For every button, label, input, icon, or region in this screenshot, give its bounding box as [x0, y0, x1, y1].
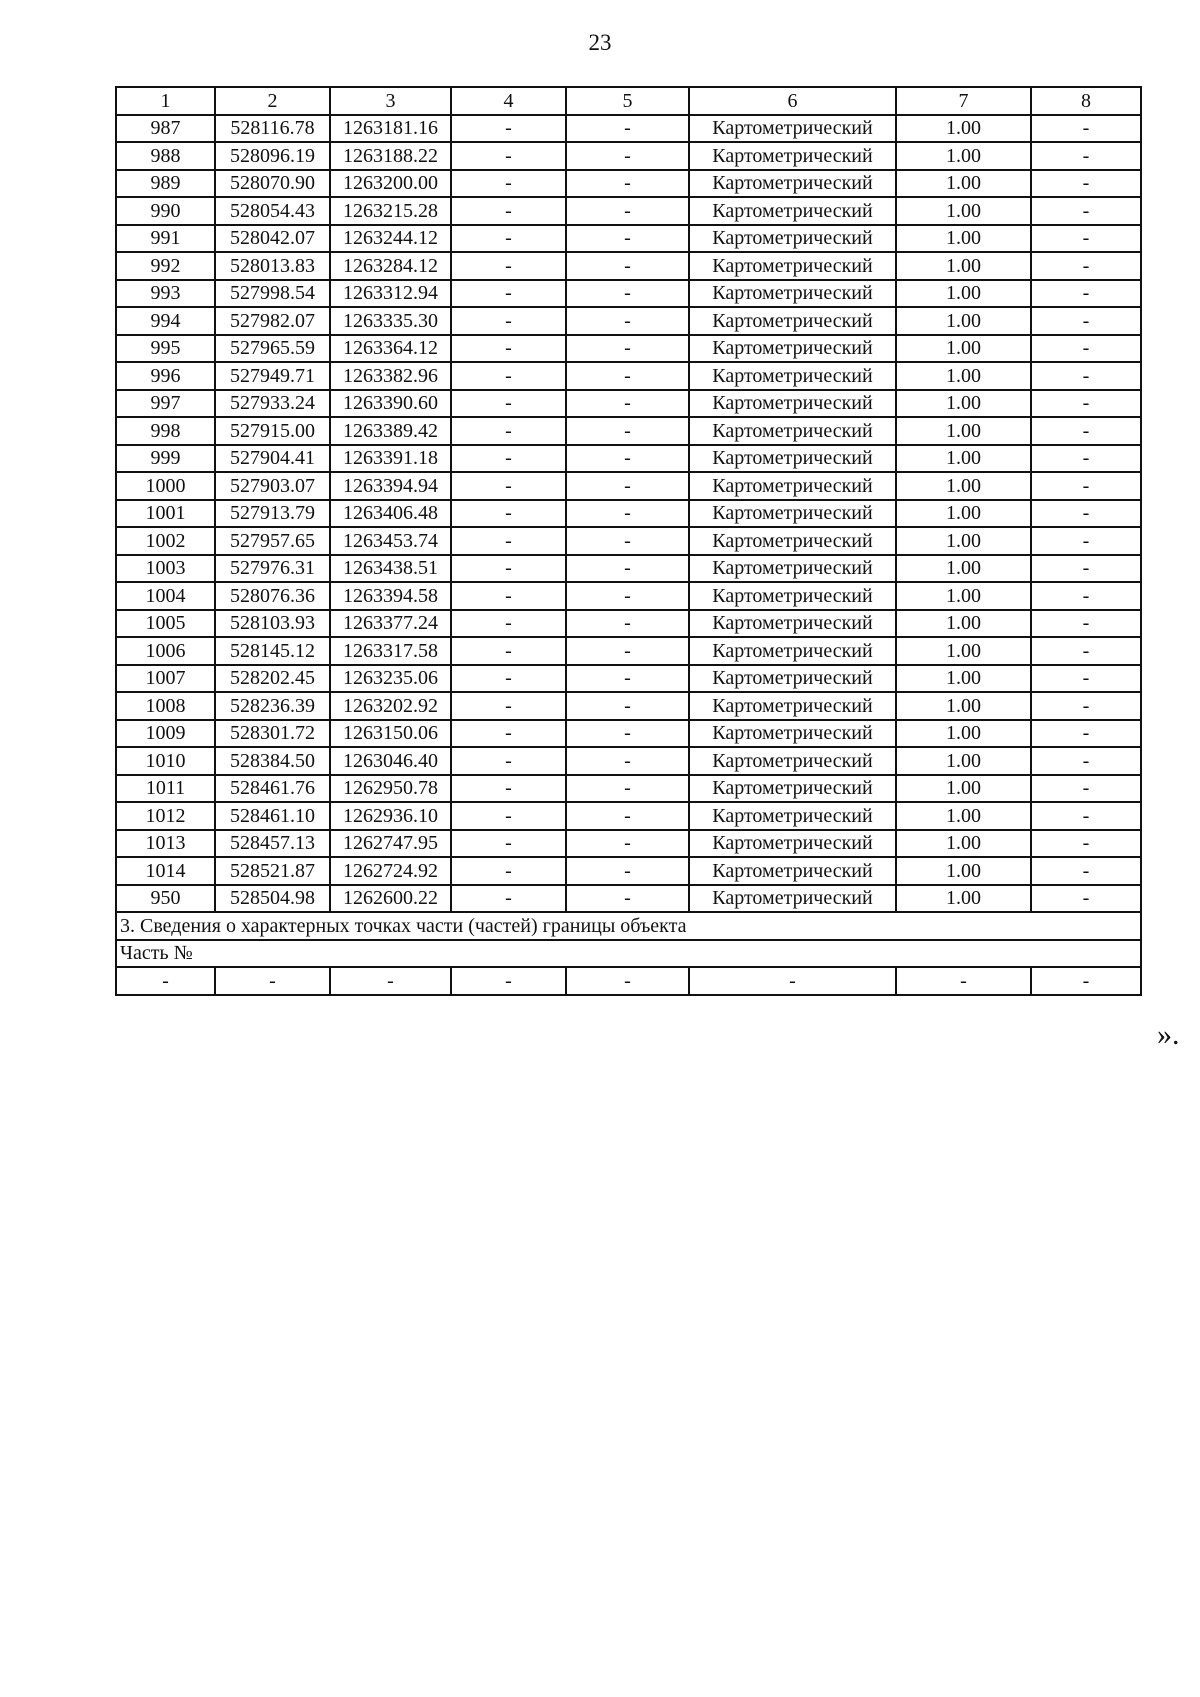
- table-cell-col-3: 1263364.12: [330, 335, 451, 363]
- part-data-row: [116, 967, 1141, 995]
- table-cell-col-6: Картометрический: [689, 775, 896, 803]
- table-cell-col-2: 528013.83: [215, 252, 330, 280]
- table-cell-col-4: -: [451, 335, 566, 363]
- table-cell-col-7: 1.00: [896, 500, 1031, 528]
- part-cell-col-1: -: [116, 967, 215, 995]
- table-row: [116, 802, 1141, 830]
- table-cell-col-3: 1263406.48: [330, 500, 451, 528]
- table-cell-col-3: 1263312.94: [330, 280, 451, 308]
- section-title-row-cell: 3. Сведения о характерных точках части (частей) границы объекта: [116, 912, 1141, 940]
- table-cell-col-1: 995: [116, 335, 215, 363]
- table-cell-col-7: 1.00: [896, 280, 1031, 308]
- section-title-row: [116, 912, 1141, 940]
- table-cell-col-3: 1263335.30: [330, 307, 451, 335]
- table-cell-col-8: -: [1031, 555, 1141, 583]
- header-cell-col-8: 8: [1031, 87, 1141, 115]
- table-cell-col-7: 1.00: [896, 885, 1031, 913]
- table-cell-col-6: Картометрический: [689, 527, 896, 555]
- table-cell-col-6: Картометрический: [689, 582, 896, 610]
- table-cell-col-5: -: [566, 857, 689, 885]
- table-cell-col-2: 528076.36: [215, 582, 330, 610]
- table-cell-col-7: 1.00: [896, 692, 1031, 720]
- table-cell-col-7: 1.00: [896, 417, 1031, 445]
- table-cell-col-6: Картометрический: [689, 170, 896, 198]
- table-cell-col-5: -: [566, 610, 689, 638]
- table-cell-col-3: 1262950.78: [330, 775, 451, 803]
- table-row: [116, 362, 1141, 390]
- table-cell-col-2: 528070.90: [215, 170, 330, 198]
- table-cell-col-6: Картометрический: [689, 802, 896, 830]
- table-cell-col-7: 1.00: [896, 252, 1031, 280]
- table-cell-col-4: -: [451, 417, 566, 445]
- table-cell-col-6: Картометрический: [689, 362, 896, 390]
- table-cell-col-6: Картометрический: [689, 280, 896, 308]
- table-row: [116, 857, 1141, 885]
- table-row: [116, 307, 1141, 335]
- table-cell-col-5: -: [566, 225, 689, 253]
- table-cell-col-6: Картометрический: [689, 555, 896, 583]
- table-row: [116, 720, 1141, 748]
- table-cell-col-7: 1.00: [896, 555, 1031, 583]
- table-cell-col-2: 527915.00: [215, 417, 330, 445]
- table-cell-col-7: 1.00: [896, 115, 1031, 143]
- table-cell-col-4: -: [451, 857, 566, 885]
- table-cell-col-8: -: [1031, 665, 1141, 693]
- table-cell-col-6: Картометрический: [689, 610, 896, 638]
- table-cell-col-2: 527904.41: [215, 445, 330, 473]
- table-cell-col-8: -: [1031, 802, 1141, 830]
- table-row: [116, 555, 1141, 583]
- table-cell-col-2: 528054.43: [215, 197, 330, 225]
- table-cell-col-3: 1263390.60: [330, 390, 451, 418]
- table-cell-col-6: Картометрический: [689, 747, 896, 775]
- header-cell-col-5: 5: [566, 87, 689, 115]
- table-cell-col-1: 996: [116, 362, 215, 390]
- table-cell-col-8: -: [1031, 857, 1141, 885]
- table-cell-col-8: -: [1031, 500, 1141, 528]
- table-cell-col-8: -: [1031, 472, 1141, 500]
- table-cell-col-3: 1263244.12: [330, 225, 451, 253]
- header-cell-col-7: 7: [896, 87, 1031, 115]
- table-cell-col-4: -: [451, 197, 566, 225]
- table-cell-col-3: 1263382.96: [330, 362, 451, 390]
- table-cell-col-3: 1263453.74: [330, 527, 451, 555]
- table-cell-col-6: Картометрический: [689, 417, 896, 445]
- table-cell-col-7: 1.00: [896, 610, 1031, 638]
- table-cell-col-7: 1.00: [896, 362, 1031, 390]
- table-cell-col-3: 1263181.16: [330, 115, 451, 143]
- table-cell-col-8: -: [1031, 582, 1141, 610]
- table-cell-col-7: 1.00: [896, 142, 1031, 170]
- table-cell-col-7: 1.00: [896, 802, 1031, 830]
- table-cell-col-1: 989: [116, 170, 215, 198]
- table-cell-col-5: -: [566, 830, 689, 858]
- table-cell-col-7: 1.00: [896, 857, 1031, 885]
- table-cell-col-6: Картометрический: [689, 720, 896, 748]
- table-cell-col-4: -: [451, 527, 566, 555]
- table-cell-col-8: -: [1031, 390, 1141, 418]
- table-cell-col-2: 528301.72: [215, 720, 330, 748]
- table-cell-col-8: -: [1031, 142, 1141, 170]
- table-cell-col-2: 528103.93: [215, 610, 330, 638]
- table-cell-col-5: -: [566, 445, 689, 473]
- table-cell-col-4: -: [451, 555, 566, 583]
- table-cell-col-8: -: [1031, 527, 1141, 555]
- table-cell-col-8: -: [1031, 445, 1141, 473]
- table-cell-col-7: 1.00: [896, 747, 1031, 775]
- table-cell-col-1: 991: [116, 225, 215, 253]
- table-cell-col-2: 527903.07: [215, 472, 330, 500]
- table-cell-col-2: 528116.78: [215, 115, 330, 143]
- table-cell-col-2: 528096.19: [215, 142, 330, 170]
- table-cell-col-2: 527913.79: [215, 500, 330, 528]
- table-cell-col-2: 527965.59: [215, 335, 330, 363]
- table-row: [116, 252, 1141, 280]
- table-cell-col-5: -: [566, 720, 689, 748]
- table-row: [116, 280, 1141, 308]
- part-label-row-cell: Часть №: [116, 940, 1141, 968]
- table-cell-col-5: -: [566, 280, 689, 308]
- table-cell-col-5: -: [566, 775, 689, 803]
- table-cell-col-6: Картометрический: [689, 307, 896, 335]
- part-cell-col-4: -: [451, 967, 566, 995]
- table-cell-col-1: 1006: [116, 637, 215, 665]
- table-cell-col-4: -: [451, 142, 566, 170]
- table-cell-col-4: -: [451, 115, 566, 143]
- table-row: [116, 500, 1141, 528]
- table-cell-col-5: -: [566, 115, 689, 143]
- table-cell-col-1: 992: [116, 252, 215, 280]
- table-cell-col-6: Картометрический: [689, 252, 896, 280]
- part-cell-col-3: -: [330, 967, 451, 995]
- table-row: [116, 197, 1141, 225]
- table-cell-col-5: -: [566, 555, 689, 583]
- table-cell-col-4: -: [451, 802, 566, 830]
- table-cell-col-5: -: [566, 170, 689, 198]
- header-cell-col-6: 6: [689, 87, 896, 115]
- table-cell-col-7: 1.00: [896, 197, 1031, 225]
- header-cell-col-3: 3: [330, 87, 451, 115]
- table-cell-col-4: -: [451, 170, 566, 198]
- header-cell-col-4: 4: [451, 87, 566, 115]
- table-cell-col-4: -: [451, 472, 566, 500]
- table-cell-col-4: -: [451, 582, 566, 610]
- table-cell-col-8: -: [1031, 830, 1141, 858]
- table-cell-col-2: 527998.54: [215, 280, 330, 308]
- table-cell-col-4: -: [451, 747, 566, 775]
- table-cell-col-5: -: [566, 390, 689, 418]
- table-cell-col-2: 527982.07: [215, 307, 330, 335]
- table-cell-col-4: -: [451, 720, 566, 748]
- closing-quote: ».: [1157, 1018, 1180, 1051]
- table-cell-col-1: 1003: [116, 555, 215, 583]
- table-cell-col-2: 528461.76: [215, 775, 330, 803]
- table-cell-col-3: 1262936.10: [330, 802, 451, 830]
- table-cell-col-8: -: [1031, 637, 1141, 665]
- table-cell-col-7: 1.00: [896, 307, 1031, 335]
- table-cell-col-5: -: [566, 802, 689, 830]
- table-cell-col-1: 999: [116, 445, 215, 473]
- table-cell-col-4: -: [451, 775, 566, 803]
- table-cell-col-1: 994: [116, 307, 215, 335]
- table-row: [116, 472, 1141, 500]
- table-cell-col-5: -: [566, 665, 689, 693]
- table-row: [116, 417, 1141, 445]
- table-cell-col-1: 1010: [116, 747, 215, 775]
- table-cell-col-2: 528521.87: [215, 857, 330, 885]
- table-cell-col-6: Картометрический: [689, 885, 896, 913]
- table-cell-col-7: 1.00: [896, 665, 1031, 693]
- table-cell-col-1: 1011: [116, 775, 215, 803]
- part-cell-col-7: -: [896, 967, 1031, 995]
- table-cell-col-3: 1263202.92: [330, 692, 451, 720]
- table-cell-col-8: -: [1031, 115, 1141, 143]
- table-cell-col-6: Картометрический: [689, 637, 896, 665]
- table-cell-col-3: 1263394.94: [330, 472, 451, 500]
- table-cell-col-8: -: [1031, 720, 1141, 748]
- table-cell-col-3: 1263377.24: [330, 610, 451, 638]
- table-cell-col-2: 528384.50: [215, 747, 330, 775]
- table-row: [116, 692, 1141, 720]
- table-cell-col-2: 528461.10: [215, 802, 330, 830]
- table-cell-col-8: -: [1031, 197, 1141, 225]
- table-cell-col-5: -: [566, 362, 689, 390]
- table-cell-col-4: -: [451, 252, 566, 280]
- table-cell-col-5: -: [566, 885, 689, 913]
- table-row: [116, 225, 1141, 253]
- table-cell-col-3: 1263394.58: [330, 582, 451, 610]
- table-cell-col-2: 528457.13: [215, 830, 330, 858]
- table-cell-col-5: -: [566, 500, 689, 528]
- table-cell-col-7: 1.00: [896, 445, 1031, 473]
- table-cell-col-7: 1.00: [896, 720, 1031, 748]
- table-cell-col-5: -: [566, 197, 689, 225]
- table-cell-col-1: 988: [116, 142, 215, 170]
- table-cell-col-8: -: [1031, 885, 1141, 913]
- table-cell-col-6: Картометрический: [689, 830, 896, 858]
- table-cell-col-7: 1.00: [896, 390, 1031, 418]
- table-cell-col-1: 1012: [116, 802, 215, 830]
- table-row: [116, 747, 1141, 775]
- table-cell-col-1: 1008: [116, 692, 215, 720]
- table-cell-col-6: Картометрический: [689, 335, 896, 363]
- table-cell-col-7: 1.00: [896, 170, 1031, 198]
- table-cell-col-6: Картометрический: [689, 692, 896, 720]
- table-cell-col-6: Картометрический: [689, 472, 896, 500]
- table-cell-col-4: -: [451, 692, 566, 720]
- table-cell-col-8: -: [1031, 225, 1141, 253]
- page-number: 23: [588, 30, 612, 55]
- part-cell-col-2: -: [215, 967, 330, 995]
- table-cell-col-3: 1263284.12: [330, 252, 451, 280]
- table-cell-col-1: 1007: [116, 665, 215, 693]
- table-cell-col-1: 987: [116, 115, 215, 143]
- table-cell-col-4: -: [451, 637, 566, 665]
- table-cell-col-2: 527949.71: [215, 362, 330, 390]
- header-cell-col-1: 1: [116, 87, 215, 115]
- table-cell-col-1: 990: [116, 197, 215, 225]
- table-cell-col-7: 1.00: [896, 225, 1031, 253]
- table-cell-col-7: 1.00: [896, 830, 1031, 858]
- table-cell-col-7: 1.00: [896, 335, 1031, 363]
- table-cell-col-3: 1263215.28: [330, 197, 451, 225]
- table-row: [116, 610, 1141, 638]
- table-cell-col-1: 997: [116, 390, 215, 418]
- table-cell-col-3: 1263046.40: [330, 747, 451, 775]
- table-cell-col-4: -: [451, 280, 566, 308]
- table-cell-col-1: 1001: [116, 500, 215, 528]
- table-cell-col-7: 1.00: [896, 637, 1031, 665]
- table-cell-col-4: -: [451, 610, 566, 638]
- table-cell-col-8: -: [1031, 775, 1141, 803]
- table-cell-col-3: 1263391.18: [330, 445, 451, 473]
- table-cell-col-2: 527957.65: [215, 527, 330, 555]
- part-label-row: [116, 940, 1141, 968]
- table-cell-col-8: -: [1031, 692, 1141, 720]
- table-cell-col-5: -: [566, 527, 689, 555]
- table-cell-col-4: -: [451, 500, 566, 528]
- table-cell-col-2: 528202.45: [215, 665, 330, 693]
- table-cell-col-1: 950: [116, 885, 215, 913]
- table-cell-col-3: 1263235.06: [330, 665, 451, 693]
- table-cell-col-8: -: [1031, 417, 1141, 445]
- table-cell-col-3: 1263438.51: [330, 555, 451, 583]
- table-cell-col-7: 1.00: [896, 775, 1031, 803]
- table-cell-col-8: -: [1031, 280, 1141, 308]
- table-cell-col-7: 1.00: [896, 527, 1031, 555]
- table-cell-col-1: 1014: [116, 857, 215, 885]
- table-row: [116, 527, 1141, 555]
- table-cell-col-3: 1263150.06: [330, 720, 451, 748]
- table-cell-col-1: 998: [116, 417, 215, 445]
- table-row: [116, 115, 1141, 143]
- table-cell-col-4: -: [451, 225, 566, 253]
- boundary-points-table: [115, 86, 1142, 996]
- table-cell-col-1: 1000: [116, 472, 215, 500]
- table-row: [116, 445, 1141, 473]
- table-cell-col-6: Картометрический: [689, 142, 896, 170]
- table-cell-col-3: 1263389.42: [330, 417, 451, 445]
- table-cell-col-8: -: [1031, 335, 1141, 363]
- table-cell-col-5: -: [566, 472, 689, 500]
- table-cell-col-6: Картометрический: [689, 500, 896, 528]
- table-cell-col-2: 528504.98: [215, 885, 330, 913]
- table-row: [116, 582, 1141, 610]
- table-cell-col-3: 1263200.00: [330, 170, 451, 198]
- table-cell-col-5: -: [566, 692, 689, 720]
- table-cell-col-5: -: [566, 142, 689, 170]
- table-row: [116, 665, 1141, 693]
- table-row: [116, 142, 1141, 170]
- table-cell-col-8: -: [1031, 362, 1141, 390]
- table-cell-col-3: 1262747.95: [330, 830, 451, 858]
- table-cell-col-4: -: [451, 445, 566, 473]
- part-cell-col-5: -: [566, 967, 689, 995]
- table-cell-col-2: 527976.31: [215, 555, 330, 583]
- table-cell-col-6: Картометрический: [689, 857, 896, 885]
- table-cell-col-5: -: [566, 252, 689, 280]
- table-cell-col-1: 1004: [116, 582, 215, 610]
- table-cell-col-8: -: [1031, 170, 1141, 198]
- table-cell-col-5: -: [566, 307, 689, 335]
- part-cell-col-8: -: [1031, 967, 1141, 995]
- table-cell-col-8: -: [1031, 252, 1141, 280]
- table-cell-col-2: 528042.07: [215, 225, 330, 253]
- table-cell-col-5: -: [566, 637, 689, 665]
- table-cell-col-8: -: [1031, 307, 1141, 335]
- table-cell-col-3: 1262600.22: [330, 885, 451, 913]
- table-cell-col-3: 1262724.92: [330, 857, 451, 885]
- table-cell-col-5: -: [566, 747, 689, 775]
- table-cell-col-2: 528145.12: [215, 637, 330, 665]
- table-row: [116, 170, 1141, 198]
- table-cell-col-4: -: [451, 390, 566, 418]
- table-header-row: [116, 87, 1141, 115]
- table-row: [116, 335, 1141, 363]
- table-cell-col-8: -: [1031, 747, 1141, 775]
- table-cell-col-6: Картометрический: [689, 197, 896, 225]
- table-cell-col-4: -: [451, 885, 566, 913]
- table-row: [116, 637, 1141, 665]
- table-cell-col-6: Картометрический: [689, 665, 896, 693]
- table-cell-col-2: 528236.39: [215, 692, 330, 720]
- table-cell-col-6: Картометрический: [689, 445, 896, 473]
- table-cell-col-1: 993: [116, 280, 215, 308]
- table-cell-col-4: -: [451, 665, 566, 693]
- table-row: [116, 830, 1141, 858]
- table-cell-col-6: Картометрический: [689, 225, 896, 253]
- header-cell-col-2: 2: [215, 87, 330, 115]
- part-cell-col-6: -: [689, 967, 896, 995]
- table-cell-col-2: 527933.24: [215, 390, 330, 418]
- table-cell-col-4: -: [451, 307, 566, 335]
- table-cell-col-4: -: [451, 362, 566, 390]
- table-cell-col-4: -: [451, 830, 566, 858]
- table-cell-col-1: 1002: [116, 527, 215, 555]
- table-row: [116, 885, 1141, 913]
- table-cell-col-1: 1005: [116, 610, 215, 638]
- table-cell-col-3: 1263317.58: [330, 637, 451, 665]
- table-cell-col-3: 1263188.22: [330, 142, 451, 170]
- table-cell-col-7: 1.00: [896, 582, 1031, 610]
- table-cell-col-1: 1013: [116, 830, 215, 858]
- table-body: [116, 87, 1141, 995]
- table-row: [116, 775, 1141, 803]
- table-cell-col-6: Картометрический: [689, 390, 896, 418]
- table-cell-col-8: -: [1031, 610, 1141, 638]
- table-cell-col-5: -: [566, 582, 689, 610]
- table-cell-col-6: Картометрический: [689, 115, 896, 143]
- table-cell-col-7: 1.00: [896, 472, 1031, 500]
- table-cell-col-5: -: [566, 335, 689, 363]
- table-cell-col-1: 1009: [116, 720, 215, 748]
- table-cell-col-5: -: [566, 417, 689, 445]
- table-row: [116, 390, 1141, 418]
